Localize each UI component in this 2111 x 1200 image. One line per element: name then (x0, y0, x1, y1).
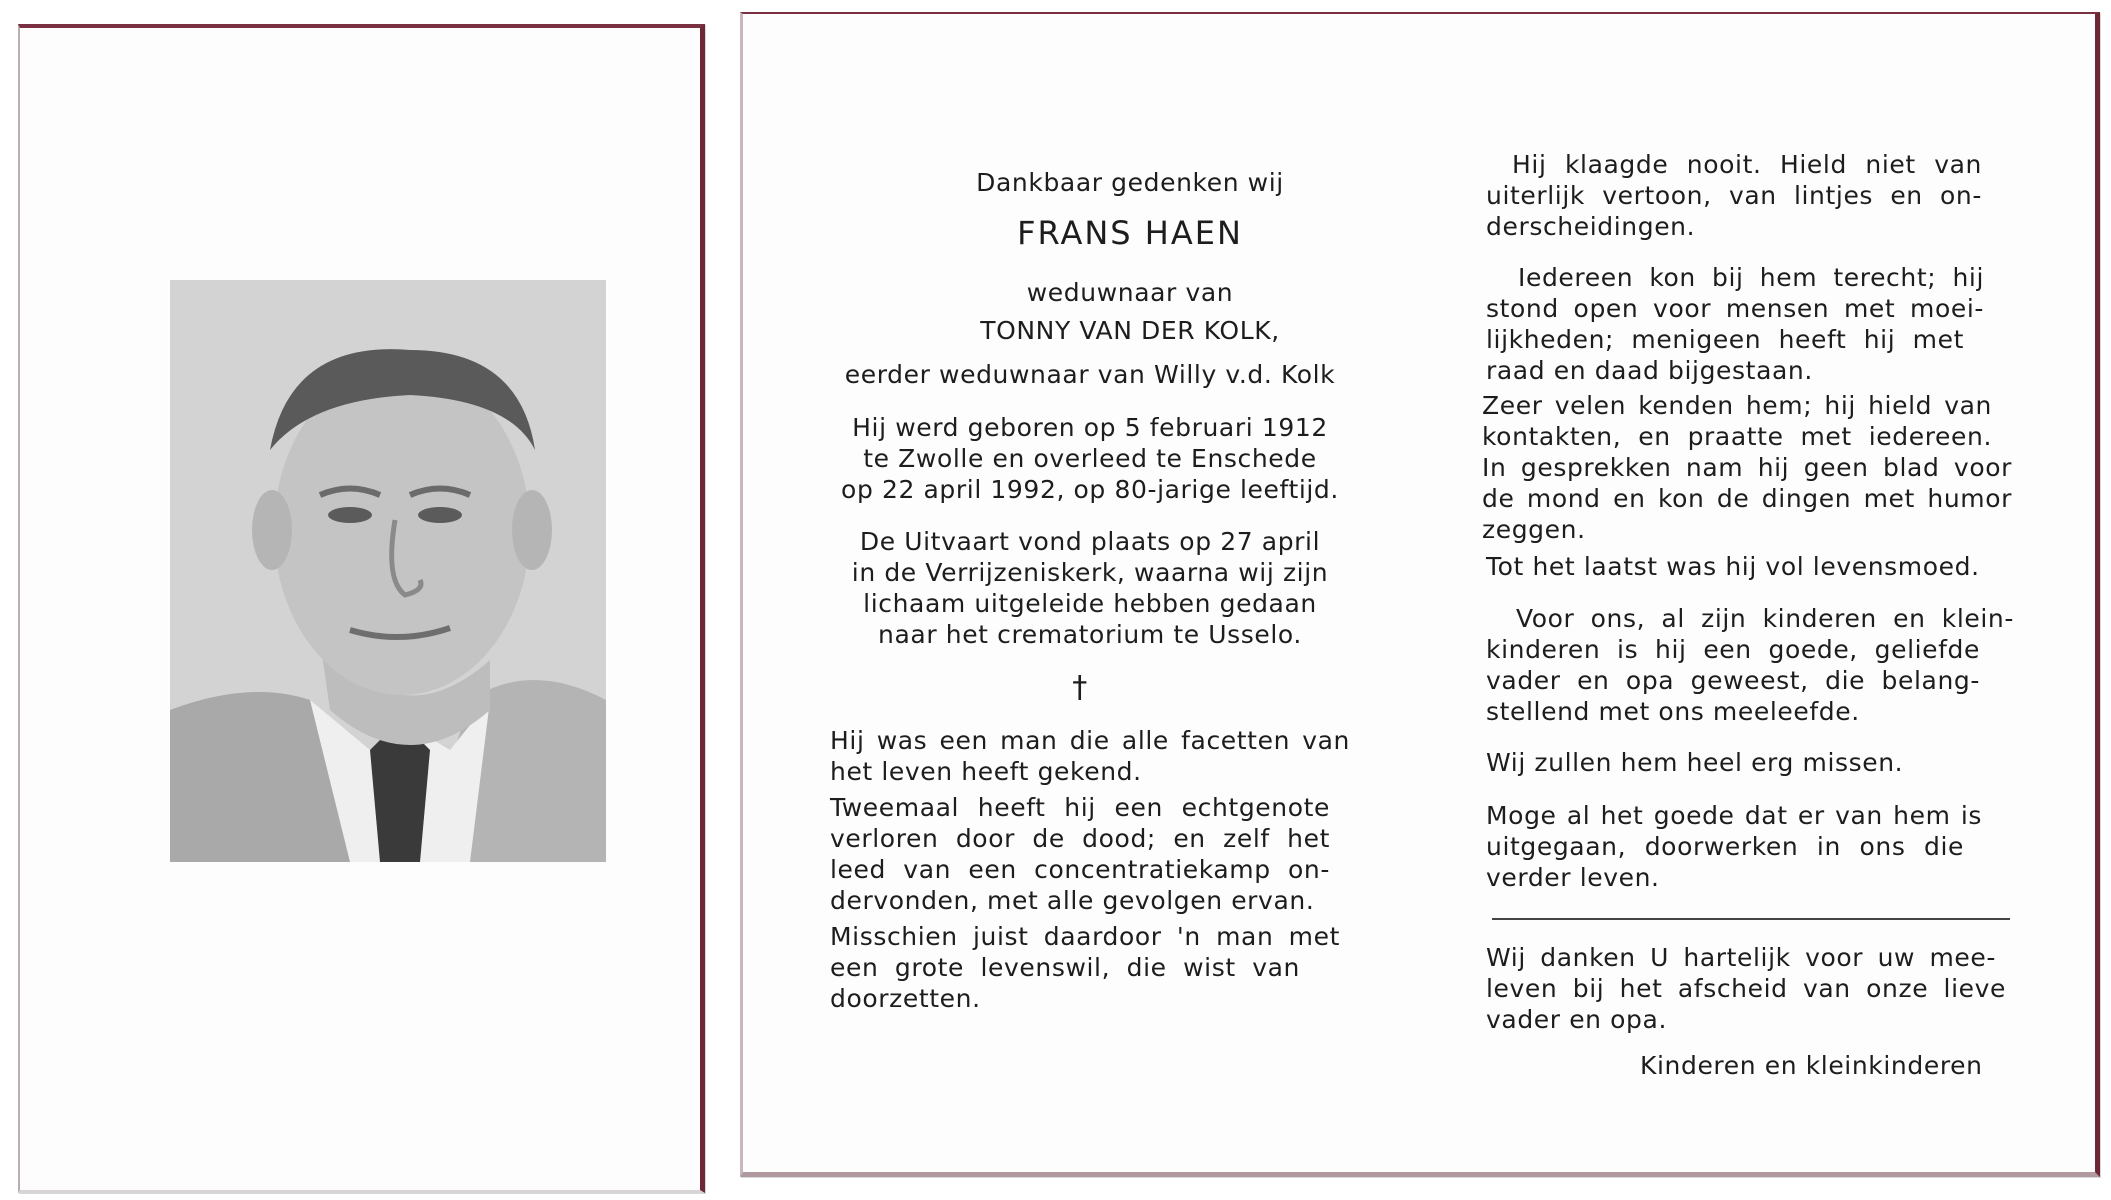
body-line: Voor ons, al zijn kinderen en klein- (1516, 604, 2014, 633)
spouse-name: TONNY VAN DER KOLK, (980, 316, 1280, 345)
deceased-name: FRANS HAEN (1017, 214, 1243, 252)
intro: Dankbaar gedenken wij (976, 168, 1284, 197)
body-line: lijkheden; menigeen heeft hij met (1486, 325, 1964, 354)
funeral-line: lichaam uitgeleide hebben gedaan (863, 589, 1317, 618)
body-line: verder leven. (1486, 863, 1660, 892)
thanks-line: leven bij het afscheid van onze lieve (1486, 974, 2006, 1003)
body-line: Tot het laatst was hij vol levensmoed. (1486, 552, 1980, 581)
cross-icon: † (1072, 670, 1088, 705)
body-line: de mond en kon de dingen met humor (1482, 484, 2012, 513)
body-line: zeggen. (1482, 515, 1586, 544)
body-line: Misschien juist daardoor 'n man met (830, 922, 1340, 951)
body-line: dervonden, met alle gevolgen ervan. (830, 886, 1315, 915)
funeral-line: naar het crematorium te Usselo. (878, 620, 1302, 649)
signature: Kinderen en kleinkinderen (1640, 1051, 1983, 1080)
birth-line: Hij werd geboren op 5 februari 1912 (852, 413, 1328, 442)
thanks-line: vader en opa. (1486, 1005, 1667, 1034)
birth-line: op 22 april 1992, op 80-jarige leeftijd. (841, 475, 1339, 504)
body-line: derscheidingen. (1486, 212, 1696, 241)
funeral-line: in de Verrijzeniskerk, waarna wij zijn (851, 558, 1329, 587)
previous-spouse: eerder weduwnaar van Willy v.d. Kolk (844, 360, 1336, 389)
body-line: In gesprekken nam hij geen blad voor (1482, 453, 2012, 482)
body-line: een grote levenswil, die wist van (830, 953, 1300, 982)
body-line: Tweemaal heeft hij een echtgenote (830, 793, 1330, 822)
body-line: verloren door de dood; en zelf het (830, 824, 1330, 853)
body-line: Iedereen kon bij hem terecht; hij (1518, 263, 1984, 292)
widower-label: weduwnaar van (1026, 278, 1234, 307)
body-line: leed van een concentratiekamp on- (830, 855, 1330, 884)
left-card (18, 24, 705, 1193)
body-line: kontakten, en praatte met iedereen. (1482, 422, 1992, 451)
body-line: Hij klaagde nooit. Hield niet van (1512, 150, 1982, 179)
body-line: uitgegaan, doorwerken in ons die (1486, 832, 1964, 861)
body-line: het leven heeft gekend. (830, 757, 1142, 786)
body-line: Zeer velen kenden hem; hij hield van (1482, 391, 1992, 420)
portrait-photo (170, 280, 606, 862)
body-line: raad en daad bijgestaan. (1486, 356, 1813, 385)
divider (1492, 918, 2010, 920)
body-line: Wij zullen hem heel erg missen. (1486, 748, 1904, 777)
funeral-line: De Uitvaart vond plaats op 27 april (859, 527, 1321, 556)
portrait-image-icon (170, 280, 606, 862)
body-line: uiterlijk vertoon, van lintjes en on- (1486, 181, 1982, 210)
thanks-line: Wij danken U hartelijk voor uw mee- (1486, 943, 1996, 972)
body-line: kinderen is hij een goede, geliefde (1486, 635, 1980, 664)
body-line: Moge al het goede dat er van hem is (1486, 801, 1982, 830)
body-line: Hij was een man die alle facetten van (830, 726, 1350, 755)
body-line: stellend met ons meeleefde. (1486, 697, 1860, 726)
body-line: vader en opa geweest, die belang- (1486, 666, 1980, 695)
birth-line: te Zwolle en overleed te Enschede (863, 444, 1317, 473)
body-line: doorzetten. (830, 984, 981, 1013)
body-line: stond open voor mensen met moei- (1486, 294, 1984, 323)
